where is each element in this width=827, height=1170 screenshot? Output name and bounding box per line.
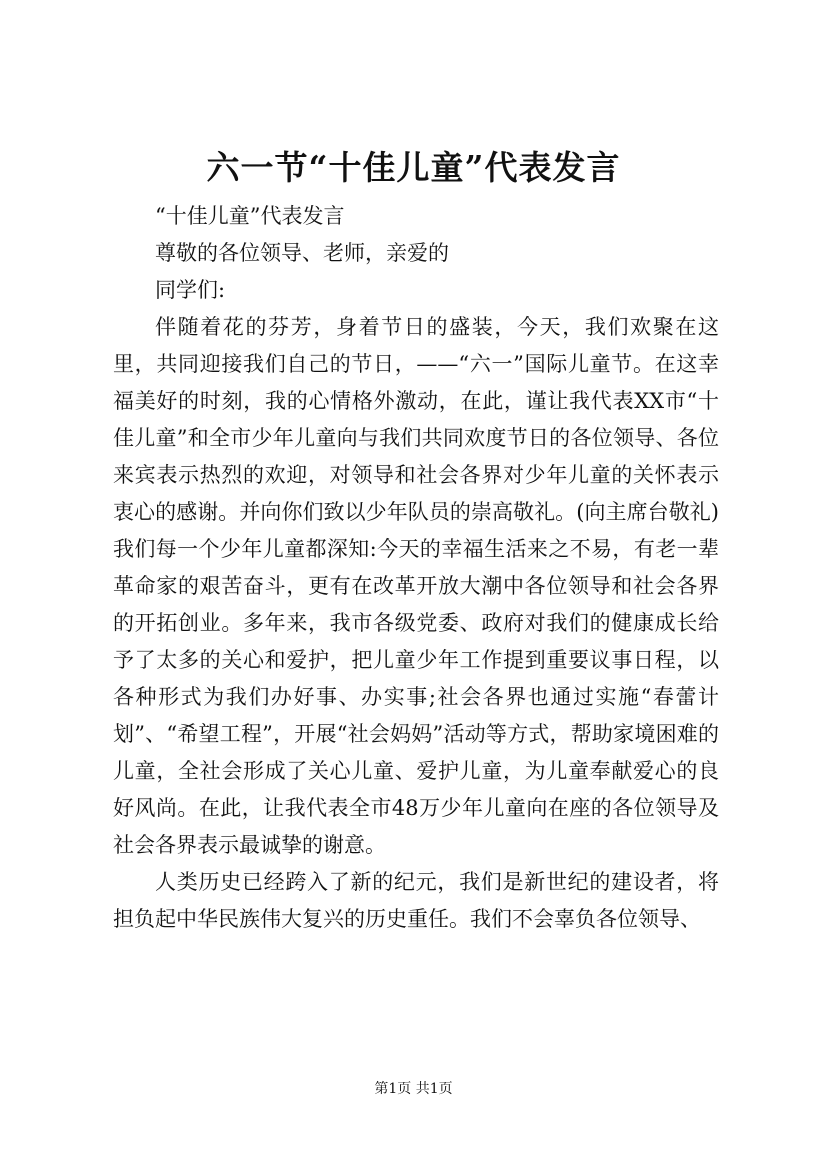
page-footer: 第1页 共1页 [374, 1081, 453, 1097]
document-title: 六一节“十佳儿童”代表发言 [206, 148, 621, 187]
document-body [113, 198, 719, 938]
paragraph-closing: 人类历史已经跨入了新的纪元，我们是新世纪的建设者，将担负起中华民族伟大复兴的历史重任。我们不会辜负各位领导、 [113, 870, 719, 931]
paragraph-salutation: 尊敬的各位领导、老师，亲爱的 [155, 241, 449, 265]
paragraph-main: 伴随着花的芬芳，身着节日的盛装，今天，我们欢聚在这里，共同迎接我们自己的节日，——“六一”国际儿童节。在这幸福美好的时刻，我的心情格外激动，在此，谨让我代表XX市“十佳儿童”和全市少年儿童向与我们共同欢度节日的各位领导、各位来宾表示热烈的欢迎，对领导和社会各界对少年儿童的关怀表示衷心的感谢。并向你们致以少年队员的崇高敬礼。(向主席台敬礼)我们每一个少年儿童都深知:今天的幸福生活来之不易，有老一辈革命家的艰苦奋斗，更有在改革开放大潮中各位领导和社会各界的开拓创业。多年来，我市各级党委、政府对我们的健康成长给予了太多的关心和爱护，把儿童少年工作提到重要议事日程，以各种形式为我们办好事、办实事;社会各界也通过实施“春蕾计划”、“希望工程”，开展“社会妈妈”活动等方式，帮助家境困难的儿童，全社会形成了关心儿童、爱护儿童，为儿童奉献爱心的良好风尚。在此，让我代表全市48万少年儿童向在座的各位领导及社会各界表示最诚挚的谢意。 [113, 315, 719, 857]
paragraph-heading: “十佳儿童”代表发言 [155, 204, 345, 228]
paragraph-salutation-cont: 同学们: [155, 278, 226, 302]
